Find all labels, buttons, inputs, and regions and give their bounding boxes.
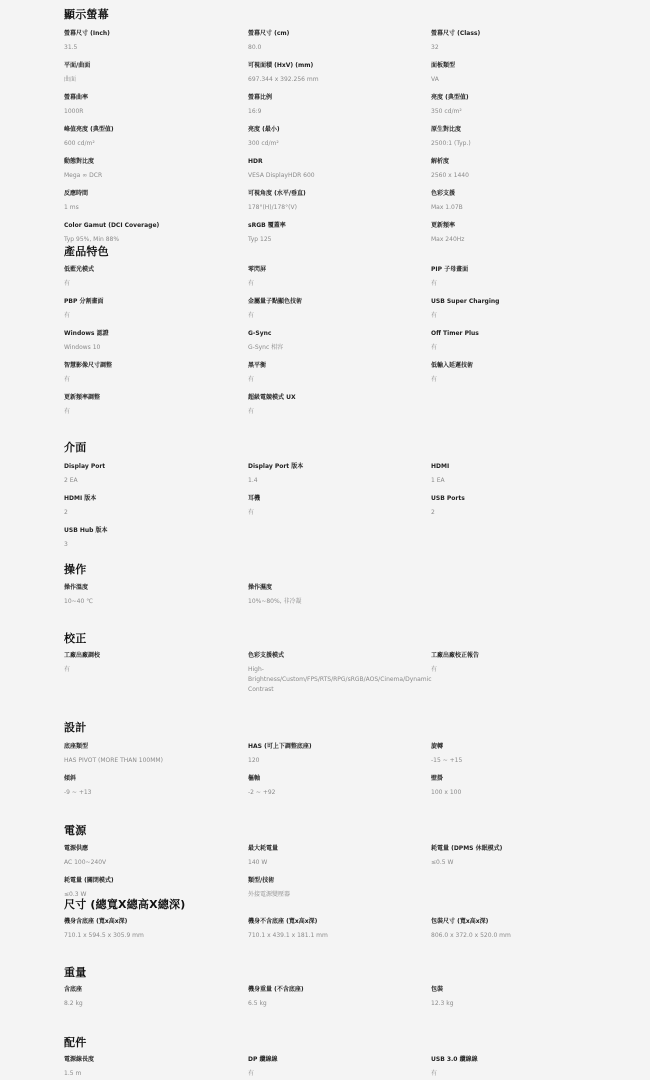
- spec-value: -9 ~ +13: [64, 789, 92, 796]
- spec-value: 有: [248, 312, 255, 319]
- spec-value: 300 cd/m²: [248, 140, 279, 147]
- spec-value: 有: [431, 344, 438, 351]
- spec-label: 最大耗電量: [248, 845, 279, 852]
- spec-value: 80.0: [248, 44, 262, 51]
- spec-item: [64, 190, 236, 213]
- spec-label: 更新頻率: [431, 222, 456, 229]
- spec-value: 140 W: [248, 859, 268, 866]
- spec-label: 螢幕曲率: [64, 94, 89, 101]
- section-title-dimensions: 尺寸 (總寬X總高X總深): [64, 898, 186, 911]
- spec-item: [431, 845, 603, 868]
- spec-label: 亮度 (典型值): [431, 94, 469, 101]
- spec-item: [64, 986, 236, 1009]
- spec-label: 低藍光模式: [64, 266, 95, 273]
- spec-label: 操作溫度: [64, 584, 89, 591]
- spec-value: High- Brightness/Custom/FPS/RTS/RPG/sRGB/AOS/Cinema/Dynamic Contrast: [248, 666, 432, 693]
- spec-item: [431, 743, 603, 766]
- spec-label: HDMI 版本: [64, 495, 97, 502]
- spec-item: [248, 775, 420, 798]
- spec-label: 螢幕尺寸 (Inch): [64, 30, 110, 37]
- section-title-operation: 操作: [64, 563, 87, 576]
- spec-label: 金屬量子點顯色技術: [248, 298, 303, 305]
- spec-item: [431, 463, 603, 486]
- spec-label: 底座類型: [64, 743, 89, 750]
- section-title-design: 設計: [64, 721, 87, 734]
- spec-value: 2560 x 1440: [431, 172, 469, 179]
- section-title-interface: 介面: [64, 441, 87, 454]
- spec-value: 有: [64, 312, 71, 319]
- spec-label: Display Port: [64, 463, 106, 470]
- spec-item: [431, 495, 603, 518]
- spec-item: [64, 266, 236, 289]
- spec-value: VESA DisplayHDR 600: [248, 172, 315, 179]
- spec-item: [248, 362, 420, 385]
- spec-value: Windows 10: [64, 344, 101, 351]
- spec-value: 710.1 x 439.1 x 181.1 mm: [248, 932, 328, 939]
- spec-value: 有: [248, 408, 255, 415]
- spec-value: 1 EA: [431, 477, 445, 484]
- spec-label: 峰值亮度 (典型值): [64, 126, 114, 133]
- spec-value: 有: [64, 666, 71, 673]
- spec-value: 2500:1 (Typ.): [431, 140, 471, 147]
- spec-label: Windows 認證: [64, 330, 109, 337]
- spec-item: [248, 394, 420, 417]
- spec-label: 耗電量 (關閉模式): [64, 877, 114, 884]
- spec-label: 傾斜: [64, 775, 77, 782]
- spec-item: [64, 527, 236, 550]
- spec-item: [248, 190, 420, 213]
- spec-item: [431, 158, 603, 181]
- spec-value: 16:9: [248, 108, 262, 115]
- spec-label: 類型/技術: [248, 877, 275, 884]
- spec-value: 有: [64, 376, 71, 383]
- section-title-calibration: 校正: [64, 632, 87, 645]
- spec-item: [248, 918, 420, 941]
- spec-label: USB Ports: [431, 495, 465, 502]
- spec-value: 8.2 kg: [64, 1000, 83, 1007]
- spec-item: [431, 652, 603, 675]
- spec-value: 2: [64, 509, 68, 516]
- spec-value: HAS PIVOT (MORE THAN 100MM): [64, 757, 163, 764]
- spec-label: 原生對比度: [431, 126, 462, 133]
- spec-item: [248, 1056, 420, 1079]
- spec-value: 有: [431, 376, 438, 383]
- spec-label: 工廠出廠校正報告: [431, 652, 480, 659]
- spec-label: 螢幕尺寸 (Class): [431, 30, 481, 37]
- spec-item: [248, 845, 420, 868]
- spec-label: 智慧影像尺寸調整: [64, 362, 113, 369]
- spec-value: 1000R: [64, 108, 84, 115]
- spec-label: 螢幕比例: [248, 94, 273, 101]
- spec-value: 178°(H)/178°(V): [248, 204, 297, 211]
- spec-value: VA: [431, 76, 439, 83]
- section-title-power: 電源: [64, 824, 87, 837]
- spec-item: [248, 463, 420, 486]
- spec-item: [248, 94, 420, 117]
- section-title-accessories: 配件: [64, 1036, 87, 1049]
- spec-item: [64, 158, 236, 181]
- spec-label: 更新頻率調整: [64, 394, 101, 401]
- spec-item: [431, 222, 603, 245]
- spec-value: 350 cd/m²: [431, 108, 462, 115]
- spec-label: 包裝尺寸 (寬x高x深): [431, 918, 489, 925]
- spec-item: [64, 845, 236, 868]
- spec-label: HDR: [248, 158, 263, 165]
- spec-value: ≤0.3 W: [64, 891, 87, 898]
- spec-item: [64, 1056, 236, 1079]
- spec-value: 600 cd/m²: [64, 140, 95, 147]
- spec-value: AC 100~240V: [64, 859, 107, 866]
- spec-label: 機身重量 (不含底座): [248, 986, 304, 993]
- spec-item: [431, 986, 603, 1009]
- section-title-features: 產品特色: [64, 245, 109, 258]
- spec-label: 色彩支援: [431, 190, 456, 197]
- spec-value: 有: [248, 509, 255, 516]
- spec-label: G-Sync: [248, 330, 272, 337]
- spec-item: [64, 918, 236, 941]
- section-title-weight: 重量: [64, 966, 87, 979]
- spec-item: [248, 652, 448, 695]
- spec-value: -15 ~ +15: [431, 757, 463, 764]
- spec-item: [248, 986, 420, 1009]
- spec-item: [64, 394, 236, 417]
- spec-item: [431, 190, 603, 213]
- spec-label: 螢幕尺寸 (cm): [248, 30, 290, 37]
- spec-value: 有: [248, 280, 255, 287]
- spec-item: [64, 222, 236, 245]
- spec-value: 曲面: [64, 76, 77, 83]
- spec-label: HAS (可上下調整底座): [248, 743, 312, 750]
- spec-label: 解析度: [431, 158, 450, 165]
- spec-label: 可視角度 (水平/垂直): [248, 190, 306, 197]
- spec-item: [431, 62, 603, 85]
- spec-value: Mega ∞ DCR: [64, 172, 103, 179]
- spec-item: [248, 584, 420, 607]
- spec-item: [64, 330, 236, 353]
- spec-item: [431, 94, 603, 117]
- spec-label: 色彩支援模式: [248, 652, 285, 659]
- spec-value: 32: [431, 44, 439, 51]
- spec-value: -2 ~ +92: [248, 789, 276, 796]
- spec-value: 697.344 x 392.256 mm: [248, 76, 319, 83]
- spec-item: [431, 918, 603, 941]
- spec-item: [248, 158, 420, 181]
- spec-item: [64, 463, 236, 486]
- spec-item: [248, 743, 420, 766]
- spec-label: 包裝: [431, 986, 444, 993]
- spec-item: [64, 775, 236, 798]
- spec-value: 12.3 kg: [431, 1000, 454, 1007]
- spec-value: 有: [248, 376, 255, 383]
- spec-item: [431, 298, 603, 321]
- spec-label: 零閃屏: [248, 266, 267, 273]
- spec-value: 1.5 m: [64, 1070, 82, 1077]
- spec-label: 機身含底座 (寬x高x深): [64, 918, 128, 925]
- spec-label: USB Hub 版本: [64, 527, 108, 534]
- spec-item: [64, 94, 236, 117]
- spec-value: 有: [64, 408, 71, 415]
- spec-label: 電源供應: [64, 845, 89, 852]
- spec-value: 有: [431, 312, 438, 319]
- spec-item: [248, 266, 420, 289]
- spec-label: 耳機: [248, 495, 261, 502]
- spec-value: 有: [431, 280, 438, 287]
- spec-item: [431, 266, 603, 289]
- spec-value: 2 EA: [64, 477, 78, 484]
- spec-item: [248, 126, 420, 149]
- spec-item: [64, 652, 236, 675]
- spec-item: [431, 330, 603, 353]
- spec-label: Display Port 版本: [248, 463, 304, 470]
- spec-value: 有: [64, 280, 71, 287]
- spec-label: 含底座: [64, 986, 83, 993]
- spec-value: 31.5: [64, 44, 78, 51]
- spec-item: [64, 584, 236, 607]
- spec-label: PIP 子母畫面: [431, 266, 469, 273]
- spec-label: PBP 分割畫面: [64, 298, 104, 305]
- spec-item: [248, 877, 420, 900]
- spec-value: Max 240Hz: [431, 236, 465, 243]
- spec-label: 反應時間: [64, 190, 89, 197]
- spec-value: 10~40 ℃: [64, 598, 93, 605]
- spec-value: 3: [64, 541, 68, 548]
- spec-label: sRGB 覆蓋率: [248, 222, 286, 229]
- spec-value: 有: [431, 666, 438, 673]
- spec-item: [64, 62, 236, 85]
- spec-value: 806.0 x 372.0 x 520.0 mm: [431, 932, 511, 939]
- section-title-display: 顯示螢幕: [64, 8, 109, 21]
- spec-item: [431, 126, 603, 149]
- spec-label: USB Super Charging: [431, 298, 500, 305]
- spec-item: [248, 495, 420, 518]
- spec-value: 10%~80%, 非冷凝: [248, 598, 302, 605]
- spec-item: [64, 362, 236, 385]
- spec-value: 有: [248, 1070, 255, 1077]
- spec-item: [248, 298, 420, 321]
- spec-value: 710.1 x 594.5 x 305.9 mm: [64, 932, 144, 939]
- spec-label: Color Gamut (DCI Coverage): [64, 222, 160, 229]
- spec-value: 外接電源變壓器: [248, 891, 291, 898]
- spec-label: 機身不含底座 (寬x高x深): [248, 918, 318, 925]
- spec-item: [64, 30, 236, 53]
- spec-label: 旋轉: [431, 743, 444, 750]
- spec-label: 操作濕度: [248, 584, 273, 591]
- spec-item: [248, 62, 420, 85]
- spec-label: 黑平衡: [248, 362, 267, 369]
- spec-item: [431, 1056, 603, 1079]
- spec-label: 工廠出廠調校: [64, 652, 101, 659]
- spec-item: [248, 330, 420, 353]
- spec-label: Off Timer Plus: [431, 330, 479, 337]
- spec-item: [248, 222, 420, 245]
- spec-label: HDMI: [431, 463, 450, 470]
- spec-value: Typ 125: [248, 236, 272, 243]
- spec-label: 超級電競模式 UX: [248, 394, 296, 401]
- spec-item: [64, 495, 236, 518]
- spec-value: 1 ms: [64, 204, 79, 211]
- spec-item: [64, 126, 236, 149]
- spec-item: [64, 743, 236, 766]
- spec-label: 可視面積 (HxV) (mm): [248, 62, 314, 69]
- spec-label: 電源線長度: [64, 1056, 95, 1063]
- spec-label: 壁掛: [431, 775, 444, 782]
- spec-label: 低輸入延遲技術: [431, 362, 474, 369]
- spec-label: USB 3.0 纜線線: [431, 1056, 478, 1063]
- spec-value: Typ 95%, Min 88%: [64, 236, 120, 243]
- spec-value: 2: [431, 509, 435, 516]
- spec-label: 樞軸: [248, 775, 261, 782]
- spec-item: [248, 30, 420, 53]
- spec-item: [64, 298, 236, 321]
- spec-item: [431, 362, 603, 385]
- spec-label: 耗電量 (DPMS 休眠模式): [431, 845, 503, 852]
- spec-label: 亮度 (最小): [248, 126, 280, 133]
- spec-value: 100 x 100: [431, 789, 462, 796]
- spec-label: 動態對比度: [64, 158, 95, 165]
- spec-value: 6.5 kg: [248, 1000, 267, 1007]
- spec-label: DP 纜線線: [248, 1056, 278, 1063]
- spec-value: 1.4: [248, 477, 258, 484]
- spec-value: 120: [248, 757, 260, 764]
- spec-item: [431, 30, 603, 53]
- spec-item: [431, 775, 603, 798]
- spec-label: 面板類型: [431, 62, 456, 69]
- spec-value: G-Sync 相容: [248, 344, 284, 351]
- spec-label: 平面/曲面: [64, 62, 91, 69]
- spec-value: 有: [431, 1070, 438, 1077]
- spec-value: ≤0.5 W: [431, 859, 454, 866]
- spec-value: Max 1.07B: [431, 204, 463, 211]
